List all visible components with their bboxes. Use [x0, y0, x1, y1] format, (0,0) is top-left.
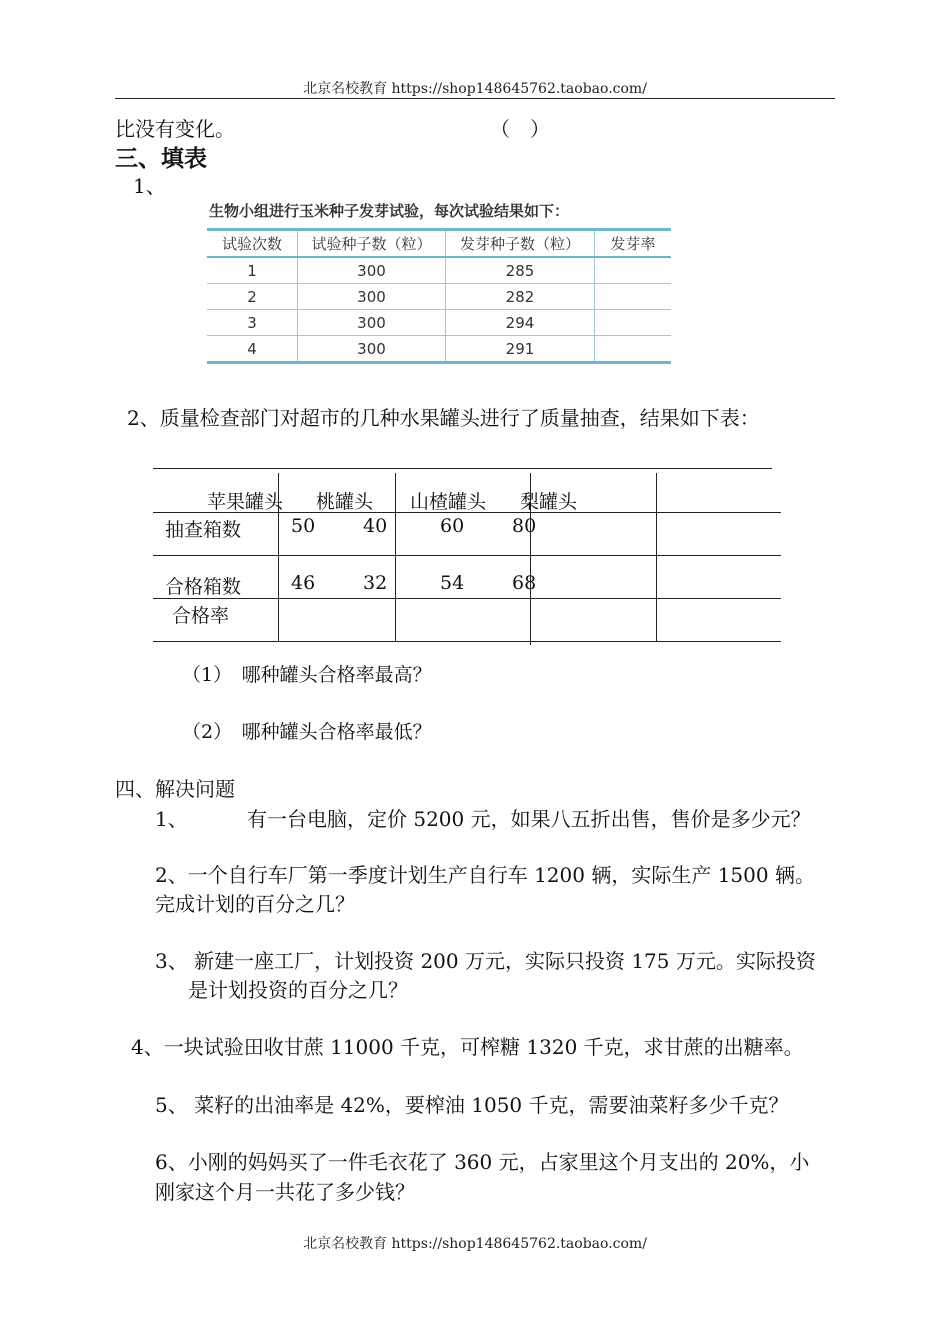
- table-cell: [595, 336, 672, 363]
- problem-3-line2: 是计划投资的百分之几？: [188, 978, 408, 1002]
- table-row: [207, 336, 671, 363]
- row-label: 合格箱数: [165, 576, 242, 598]
- table-cell: 300: [298, 284, 446, 310]
- table-cell: 60: [440, 515, 465, 537]
- table-line: [656, 473, 657, 641]
- table-line: [153, 555, 781, 556]
- question-1-label: 1、: [133, 174, 166, 198]
- table-row: [207, 310, 671, 336]
- section-4-title: 四、解决问题: [115, 777, 235, 801]
- table-row: [207, 257, 671, 284]
- problem-6-line1: 6、小刚的妈妈买了一件毛衣花了 360 元，占家里这个月支出的 20%，小: [155, 1150, 810, 1174]
- column-header: 梨罐头: [520, 491, 578, 513]
- section-3-title: 三、填表: [115, 145, 207, 172]
- row-label: 抽查箱数: [165, 519, 242, 541]
- germination-table: [207, 228, 671, 364]
- column-header: 桃罐头: [316, 491, 374, 513]
- table-row: [207, 284, 671, 310]
- table-cell: [595, 257, 672, 284]
- table-cell: 68: [512, 572, 537, 594]
- question-2-text: 2、质量检查部门对超市的几种水果罐头进行了质量抽查，结果如下表：: [127, 406, 760, 430]
- problem-5-text: 5、 菜籽的出油率是 42%，要榨油 1050 千克，需要油菜籽多少千克？: [155, 1093, 789, 1117]
- problem-1-number: 1、: [155, 807, 188, 831]
- sub-question-1: （1） 哪种罐头合格率最高？: [182, 664, 432, 686]
- table-cell: 32: [363, 572, 388, 594]
- header-cell: 试验种子数（粒）: [298, 230, 446, 258]
- table-cell: 1: [207, 257, 298, 284]
- table-cell: 300: [298, 336, 446, 363]
- carryover-text: 比没有变化。: [115, 117, 235, 141]
- table-cell: 40: [363, 515, 388, 537]
- problem-3-line1: 3、 新建一座工厂，计划投资 200 万元，实际只投资 175 万元。实际投资: [155, 949, 816, 973]
- table-cell: 282: [446, 284, 595, 310]
- table-line: [395, 473, 396, 641]
- column-header: 山楂罐头: [410, 491, 487, 513]
- sub-question-2: （2） 哪种罐头合格率最低？: [182, 721, 432, 743]
- table-cell: [595, 284, 672, 310]
- problem-4-text: 4、一块试验田收甘蔗 11000 千克，可榨糖 1320 千克，求甘蔗的出糖率。: [131, 1035, 804, 1059]
- table-cell: 300: [298, 257, 446, 284]
- table-header-row: [207, 230, 671, 258]
- table-cell: 4: [207, 336, 298, 363]
- table-cell: 54: [440, 572, 465, 594]
- table-cell: 46: [291, 572, 316, 594]
- column-header: 苹果罐头: [207, 491, 284, 513]
- answer-bracket: （ ）: [490, 117, 550, 141]
- table-line: [153, 641, 781, 642]
- header-rule: [115, 98, 835, 99]
- table-line: [153, 468, 772, 469]
- table-cell: 50: [291, 515, 316, 537]
- header-cell: 试验次数: [207, 230, 298, 258]
- table-cell: 300: [298, 310, 446, 336]
- table-line: [153, 598, 781, 599]
- germination-caption: 生物小组进行玉米种子发芽试验，每次试验结果如下：: [209, 202, 570, 220]
- problem-6-line2: 刚家这个月一共花了多少钱？: [155, 1180, 415, 1204]
- table-cell: 294: [446, 310, 595, 336]
- row-label: 合格率: [172, 605, 230, 627]
- problem-1-text: 有一台电脑，定价 5200 元，如果八五折出售，售价是多少元？: [247, 807, 811, 831]
- table-cell: 3: [207, 310, 298, 336]
- table-cell: [595, 310, 672, 336]
- table-cell: 285: [446, 257, 595, 284]
- page-header: 北京名校教育 https://shop148645762.taobao.com/: [303, 81, 647, 97]
- problem-2-line2: 完成计划的百分之几？: [155, 892, 355, 916]
- page-footer: 北京名校教育 https://shop148645762.taobao.com/: [303, 1236, 647, 1252]
- problem-2-line1: 2、一个自行车厂第一季度计划生产自行车 1200 辆，实际生产 1500 辆。: [155, 863, 815, 887]
- table-cell: 80: [512, 515, 537, 537]
- table-cell: 291: [446, 336, 595, 363]
- header-cell: 发芽率: [595, 230, 672, 258]
- header-cell: 发芽种子数（粒）: [446, 230, 595, 258]
- table-cell: 2: [207, 284, 298, 310]
